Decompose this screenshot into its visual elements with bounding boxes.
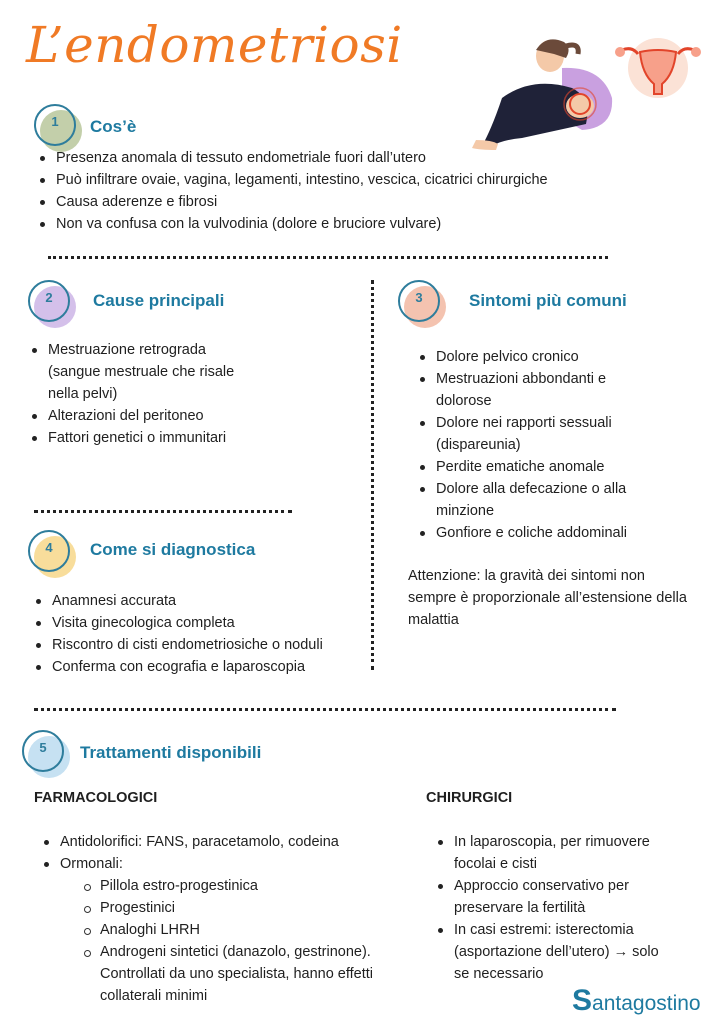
list-item: Dolore alla defecazione o alla minzione	[418, 478, 658, 522]
divider	[34, 708, 616, 711]
list-item: In laparoscopia, per rimuovere focolai e cisti	[436, 831, 676, 875]
list-item: Visita ginecologica completa	[34, 612, 364, 634]
section2-title: Cause principali	[93, 291, 225, 310]
section5-number-badge	[22, 730, 70, 778]
section2-list	[30, 339, 260, 449]
section4-number-badge	[28, 530, 76, 578]
list-item: Non va confusa con la vulvodinia (dolore e bruciore vulvare)	[38, 213, 638, 235]
list-item: Dolore pelvico cronico	[418, 346, 658, 368]
list-item: Fattori genetici o immunitari	[30, 427, 260, 449]
surgical-heading: CHIRURGICI	[426, 790, 513, 806]
section1-list	[38, 147, 638, 235]
sub-list-item: Progestinici	[82, 897, 392, 919]
sub-list-item: Analoghi LHRH	[82, 919, 392, 941]
list-item: Mestruazioni abbondanti e dolorose	[418, 368, 658, 412]
list-item: Può infiltrare ovaie, vagina, legamenti, intestino, vescica, cicatrici chirurgiche	[38, 169, 638, 191]
section1-title: Cos’è	[90, 117, 137, 136]
page-title: L’endometriosi	[26, 16, 403, 74]
list-item: Riscontro di cisti endometriosiche o noduli	[34, 634, 364, 656]
pharma-heading: FARMACOLOGICI	[34, 790, 158, 806]
list-item: Approccio conservativo per preservare la fertilità	[436, 875, 676, 919]
divider	[48, 256, 608, 259]
list-item: Antidolorifici: FANS, paracetamolo, codeina	[42, 831, 392, 853]
list-item: Presenza anomala di tessuto endometriale fuori dall’utero	[38, 147, 638, 169]
section4-title: Come si diagnostica	[90, 540, 256, 559]
pharma-list	[42, 831, 392, 1007]
section4-list	[34, 590, 364, 678]
vertical-divider	[371, 280, 374, 670]
section3-number-badge	[398, 280, 446, 328]
list-item-text: Ormonali:	[60, 856, 123, 872]
section3-number: 3	[415, 290, 423, 305]
hormonal-sublist	[82, 875, 392, 1007]
list-item	[42, 853, 392, 1007]
symptoms-note: Attenzione: la gravità dei sintomi non sempre è proporzionale all’estensione della malattia	[408, 568, 687, 628]
section2-number-badge	[28, 280, 76, 328]
brand-logo	[572, 984, 701, 1018]
list-item: In casi estremi: isterectomia (asportazione dell’utero) → solo se necessario	[436, 919, 676, 985]
section3-list	[418, 346, 658, 544]
list-item: Dolore nei rapporti sessuali (dispareunia)	[418, 412, 658, 456]
list-item: Causa aderenze e fibrosi	[38, 191, 638, 213]
woman-pain-illustration	[462, 28, 702, 158]
section4-number: 4	[45, 540, 53, 555]
list-item: Alterazioni del peritoneo	[30, 405, 260, 427]
section1-number: 1	[51, 114, 59, 129]
list-item: Perdite ematiche anomale	[418, 456, 658, 478]
section5-number: 5	[39, 740, 47, 755]
section1-number-badge	[34, 104, 82, 152]
sub-list-item: Androgeni sintetici (danazolo, gestrinone). Controllati da uno specialista, hanno effetti collaterali minimi	[82, 941, 392, 1007]
list-item: Gonfiore e coliche addominali	[418, 522, 658, 544]
list-item: Anamnesi accurata	[34, 590, 364, 612]
brand-name: antagostino	[592, 992, 701, 1015]
brand-initial: S	[572, 984, 593, 1017]
list-item: Conferma con ecografia e laparoscopia	[34, 656, 364, 678]
section3-title: Sintomi più comuni	[469, 291, 627, 310]
list-item: Mestruazione retrograda (sangue mestruale che risale nella pelvi)	[30, 339, 260, 405]
divider	[34, 510, 292, 513]
section2-number: 2	[45, 290, 53, 305]
section5-title: Trattamenti disponibili	[80, 743, 262, 762]
sub-list-item: Pillola estro-progestinica	[82, 875, 392, 897]
surgical-list	[436, 831, 676, 985]
